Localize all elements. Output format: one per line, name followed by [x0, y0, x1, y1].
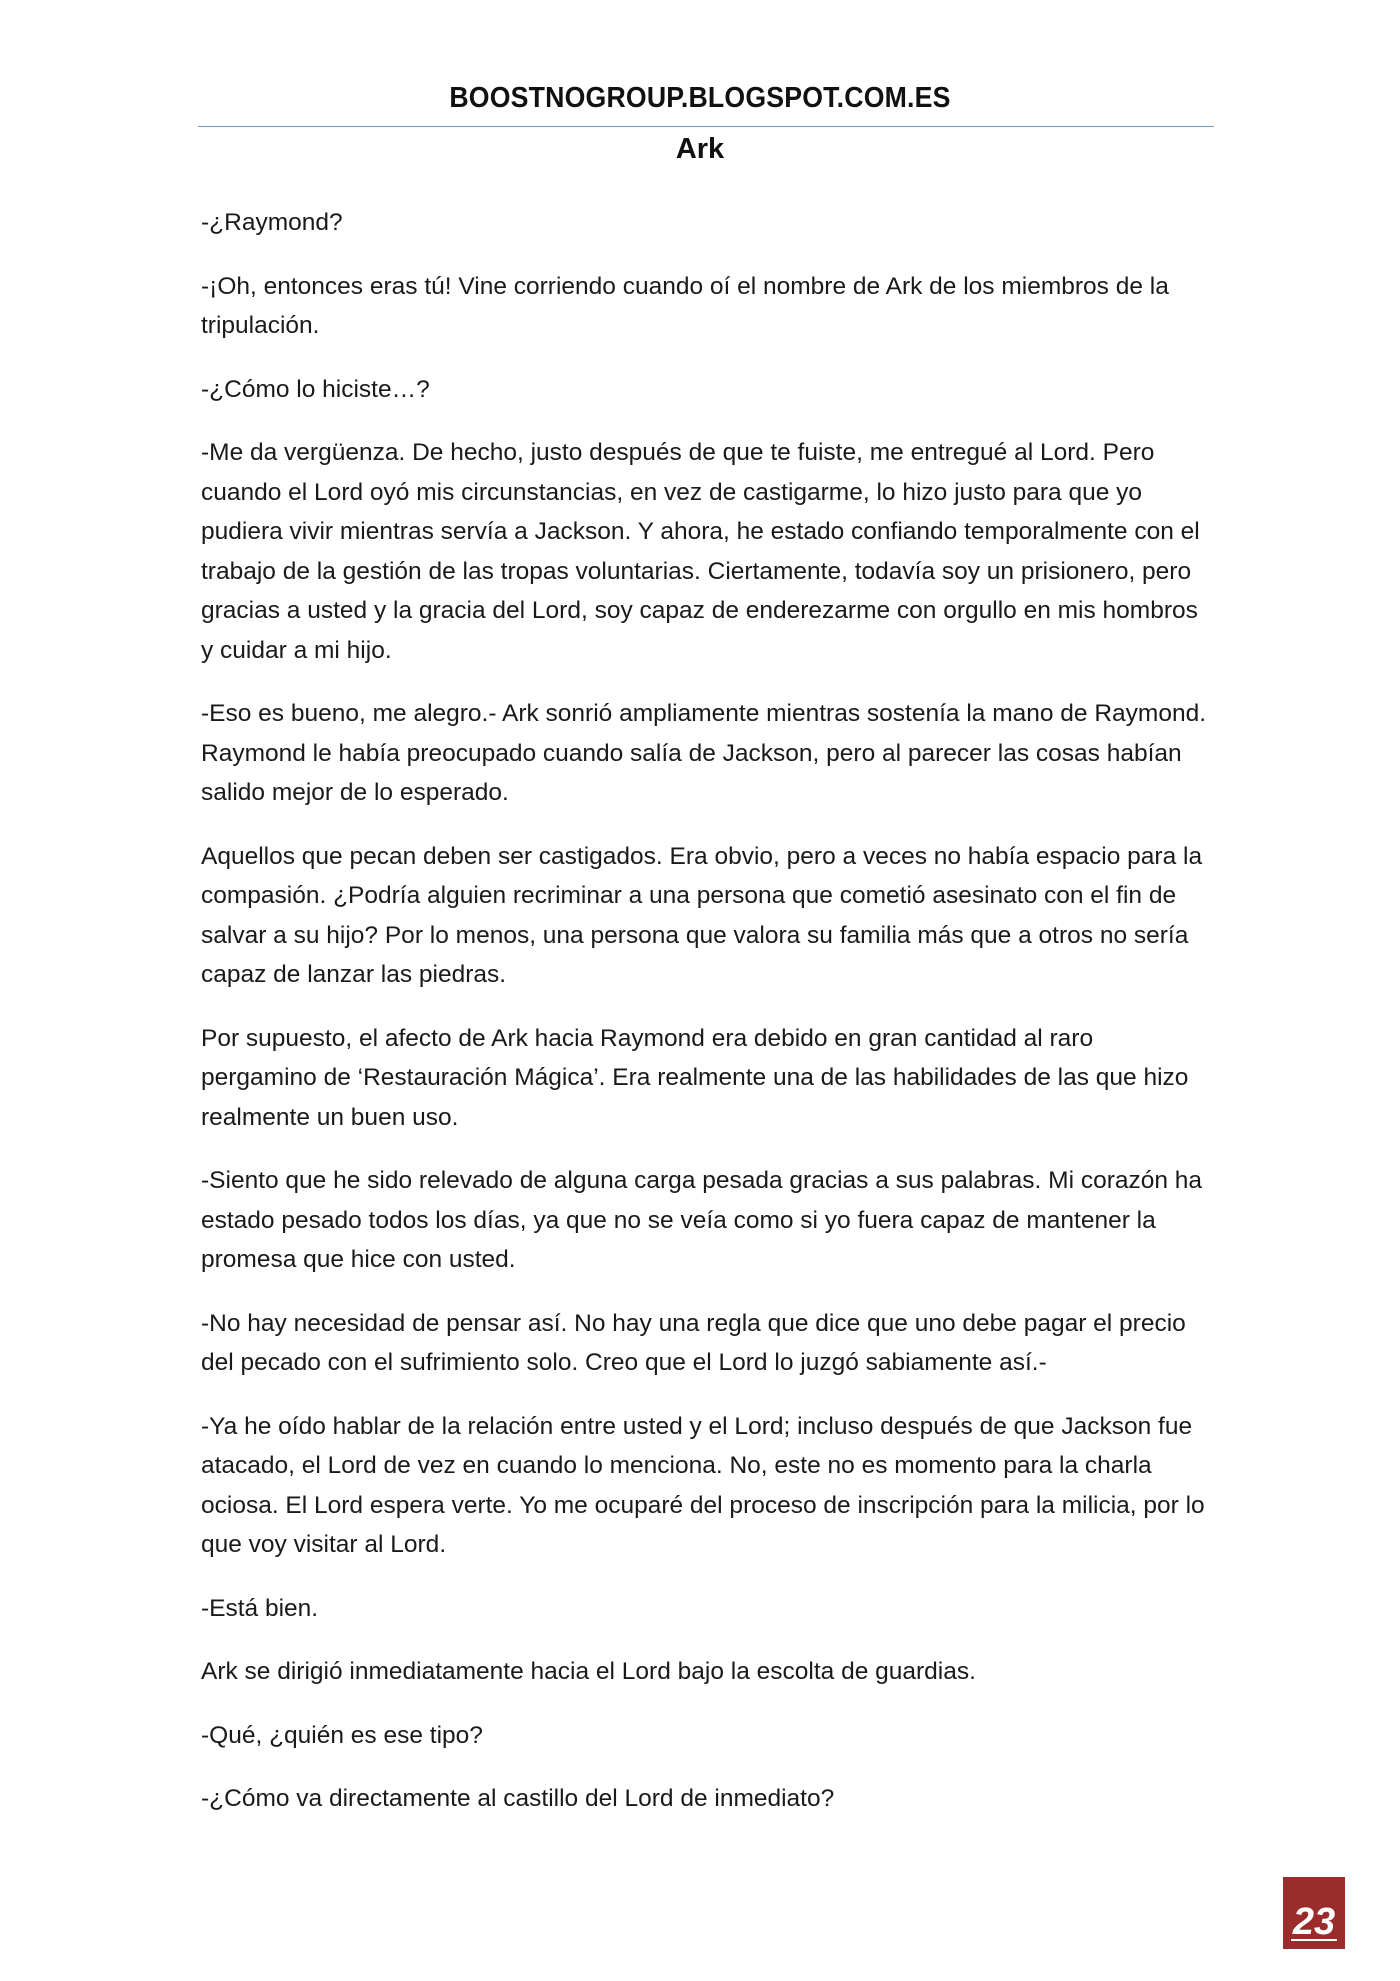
paragraph: Ark se dirigió inmediatamente hacia el Lord bajo la escolta de guardias. [201, 1658, 976, 1685]
paragraph: -No hay necesidad de pensar así. No hay una regla que dice que uno debe pagar el precio del pecado con el sufrimiento solo. Creo que el Lord lo juzgó sabiamente así.- [201, 1309, 1186, 1376]
paragraph: -Eso es bueno, me alegro.- Ark sonrió ampliamente mientras sostenía la mano de Raymond. Raymond le había preocupado cuando salía de Jackson, pero al parecer las cosas habían salido mejor de lo esperado. [201, 700, 1207, 806]
paragraph: -Siento que he sido relevado de alguna carga pesada gracias a sus palabras. Mi corazón ha estado pesado todos los días, ya que no se veía como si yo fuera capaz de mantener la promesa que hice con usted. [201, 1167, 1203, 1273]
paragraph: Por supuesto, el afecto de Ark hacia Raymond era debido en gran cantidad al raro pergamino de ‘Restauración Mágica’. Era realmente una de las habilidades de las que hizo realmente un buen uso. [201, 1024, 1189, 1131]
paragraph: -Ya he oído hablar de la relación entre usted y el Lord; incluso después de que Jackson fue atacado, el Lord de vez en cuando lo menciona. No, este no es momento para la charla ociosa. El Lord espera verte. Yo me ocuparé del proceso de inscripción para la milicia, por lo que voy visitar al Lord. [201, 1412, 1205, 1558]
paragraph: Aquellos que pecan deben ser castigados. Era obvio, pero a veces no había espacio para la compasión. ¿Podría alguien recriminar a una persona que cometió asesinato con el fin de salvar a su hijo? Por lo menos, una persona que valora su familia más que a otros no sería capaz de lanzar las piedras. [201, 842, 1203, 988]
paragraph: -Está bien. [201, 1594, 319, 1622]
header-site-name: BOOSTNOGROUP.BLOGSPOT.COM.ES [449, 82, 951, 114]
header-book-title: Ark [675, 133, 725, 165]
paragraph: -¿Cómo va directamente al castillo del Lord de inmediato? [201, 1785, 835, 1812]
page-number-badge [1283, 1877, 1345, 1949]
paragraph: -¿Raymond? [201, 209, 343, 236]
page-number-underline [1291, 1939, 1337, 1941]
paragraph: -¡Oh, entonces eras tú! Vine corriendo cuando oí el nombre de Ark de los miembros de la tripulación. [201, 272, 1169, 339]
header-divider [198, 126, 1214, 127]
paragraph: -Me da vergüenza. De hecho, justo después de que te fuiste, me entregué al Lord. Pero cuando el Lord oyó mis circunstancias, en vez de castigarme, lo hizo justo para que yo pudiera vivir mientras servía a Jackson. Y ahora, he estado confiando temporalmente con el trabajo de la gestión de las tropas voluntarias. Ciertamente, todavía soy un prisionero, pero gracias a usted y la gracia del Lord, soy capaz de enderezarme con orgullo en mis hombros y cuidar a mi hijo. [201, 439, 1200, 664]
body-text [201, 203, 1213, 1843]
paragraph: -Qué, ¿quién es ese tipo? [201, 1721, 483, 1749]
page-number: 23 [1292, 1901, 1336, 1943]
paragraph: -¿Cómo lo hiciste…? [201, 375, 430, 403]
